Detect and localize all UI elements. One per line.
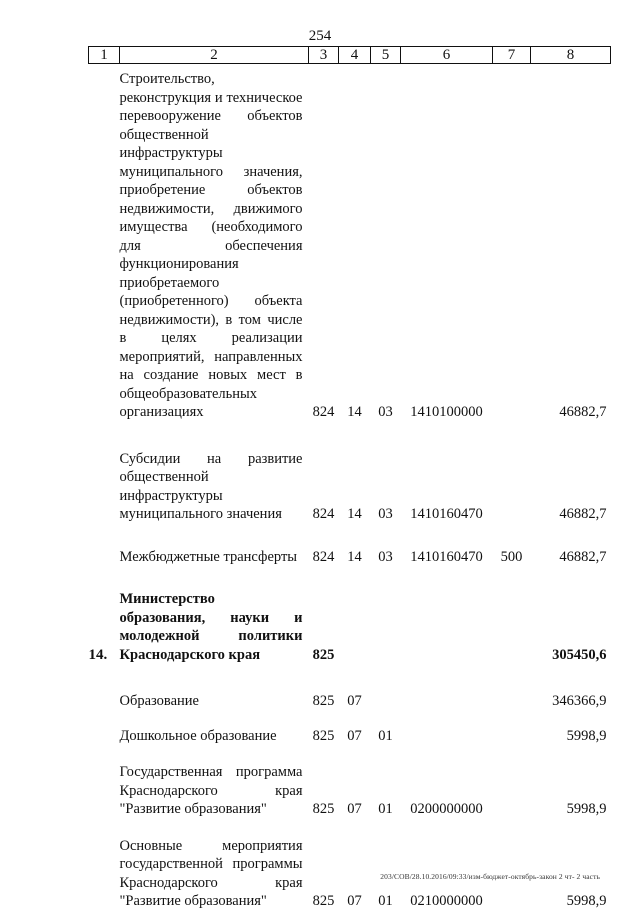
row-target-article: 1410100000 — [410, 404, 483, 420]
footer-filepath: 203/СОВ/28.10.2016/09:33/изм-бюджет-октябрь-закон 2 чт- 2 часть — [380, 872, 600, 881]
row-amount: 346366,9 — [552, 693, 607, 709]
row-name: Образование — [119, 693, 199, 709]
row-number — [89, 664, 120, 711]
row-ministry-code: 825 — [312, 693, 335, 709]
table-row — [89, 819, 611, 911]
row-section: 07 — [347, 801, 362, 817]
row-subsection — [371, 664, 401, 711]
row-name: Государственная программа Краснодарского края "Развитие образования" — [119, 764, 303, 817]
budget-table — [88, 46, 611, 911]
row-name: Межбюджетные трансферты — [119, 548, 298, 565]
page-number: 254 — [308, 28, 332, 44]
row-name: Субсидии на развитие общественной инфраструктуры муниципального значения — [119, 450, 303, 522]
row-number: 14. — [88, 646, 108, 663]
row-subsection: 03 — [378, 548, 393, 565]
row-expense-type: 500 — [500, 548, 523, 565]
row-amount: 46882,7 — [559, 548, 607, 565]
row-amount: 5998,9 — [566, 893, 607, 909]
header-col-2: 2 — [120, 47, 309, 64]
table-row — [89, 422, 611, 524]
row-amount: 5998,9 — [566, 801, 607, 817]
row-subsection: 01 — [378, 801, 393, 817]
row-expense-type — [493, 711, 531, 746]
row-number — [89, 711, 120, 746]
row-target-article: 0210000000 — [410, 893, 483, 909]
row-expense-type — [493, 664, 531, 711]
table-row — [89, 745, 611, 819]
table-row — [89, 64, 611, 422]
table-row — [89, 664, 611, 711]
row-ministry-code: 824 — [312, 506, 335, 522]
row-section: 07 — [347, 893, 362, 909]
row-ministry-code: 824 — [312, 404, 335, 420]
row-amount: 46882,7 — [559, 506, 607, 522]
row-target-article: 0200000000 — [410, 801, 483, 817]
row-expense-type — [493, 566, 531, 664]
row-amount: 46882,7 — [559, 404, 607, 420]
header-col-3: 3 — [309, 47, 339, 64]
table-row — [89, 711, 611, 746]
row-expense-type — [493, 64, 531, 422]
header-col-4: 4 — [339, 47, 371, 64]
row-ministry-code: 825 — [312, 727, 335, 744]
row-ministry-code: 825 — [312, 801, 335, 817]
row-amount: 5998,9 — [566, 727, 607, 744]
row-expense-type — [493, 819, 531, 911]
row-target-article: 1410160470 — [410, 506, 483, 522]
row-name: Министерство образования, науки и молодежной политики Краснодарского края — [119, 591, 303, 663]
row-subsection: 01 — [378, 893, 393, 909]
header-col-8: 8 — [531, 47, 611, 64]
row-target-article — [401, 664, 493, 711]
row-ministry-code: 824 — [312, 548, 335, 565]
row-subsection: 01 — [378, 727, 393, 744]
row-expense-type — [493, 422, 531, 524]
table-row — [89, 524, 611, 567]
row-expense-type — [493, 745, 531, 819]
row-section: 14 — [347, 548, 362, 565]
row-section: 14 — [347, 404, 362, 420]
row-target-article — [401, 711, 493, 746]
table-body — [89, 64, 611, 911]
row-name: Основные мероприятия государственной программы Краснодарского края "Развитие образования" — [119, 837, 303, 909]
header-col-7: 7 — [493, 47, 531, 64]
row-name: Дошкольное образование — [119, 727, 277, 744]
row-section — [339, 566, 371, 664]
row-number — [89, 524, 120, 567]
row-subsection: 03 — [378, 404, 393, 420]
table-header — [89, 47, 611, 64]
row-section: 07 — [347, 727, 362, 744]
row-name: Строительство, реконструкция и техническое перевооружение объектов общественной инфраструктуры муниципального значения, приобретение объектов недвижимости, движимого имущества (необходимого для обеспечения функционирования приобретаемого (приобретенного) объекта недвижимости), в том числе в целях реализации мероприятий, направленных на создание новых мест в общеобразовательных организациях — [119, 71, 303, 420]
row-section: 14 — [347, 506, 362, 522]
row-number — [89, 819, 120, 911]
row-number — [89, 64, 120, 422]
row-ministry-code: 825 — [312, 646, 335, 663]
row-number — [89, 422, 120, 524]
row-target-article: 1410160470 — [410, 548, 483, 565]
row-target-article — [401, 566, 493, 664]
row-ministry-code: 825 — [312, 893, 335, 909]
row-subsection — [371, 566, 401, 664]
header-col-1: 1 — [89, 47, 120, 64]
row-number — [89, 745, 120, 819]
row-subsection: 03 — [378, 506, 393, 522]
row-amount: 305450,6 — [552, 646, 607, 663]
header-col-6: 6 — [401, 47, 493, 64]
header-col-5: 5 — [371, 47, 401, 64]
table-row — [89, 566, 611, 664]
row-section: 07 — [347, 693, 362, 709]
